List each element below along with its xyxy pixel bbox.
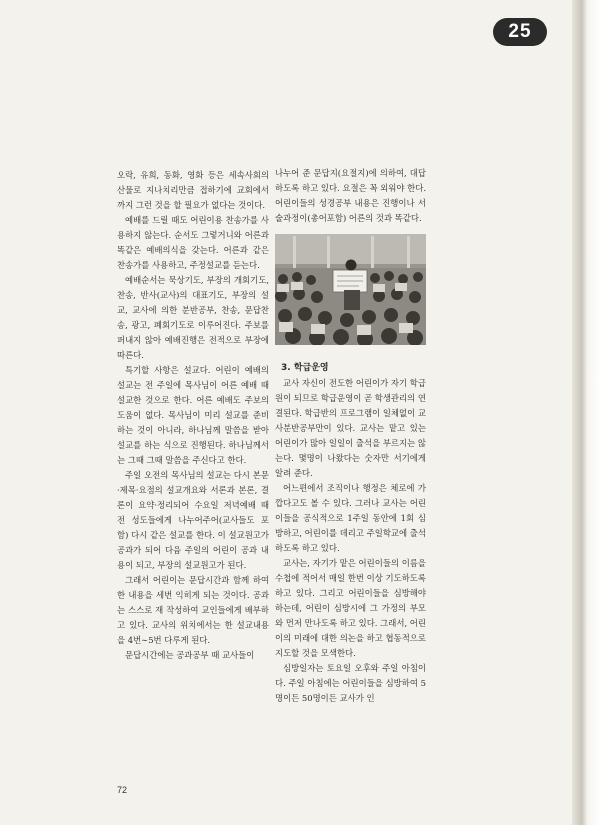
paragraph: 어느편에서 조직이나 행정은 체로에 가깝다고도 볼 수 있다. 그러나 교사는 어린이들을 공식적으로 1주일 동안에 1회 심방하고, 어린이를 데리고 주일학교에 출석하도록 하고 있다.	[275, 483, 426, 553]
paragraph: 특기할 사항은 설교다. 어린이 예배의 설교는 전 주일에 목사님이 어른 예배 때 설교한 것으로 한다. 어른 예배도 주보의 도움이 없다. 목사님이 미리 설교를 준비하는 것이 아니라, 하나님께 말씀을 받아 설교를 하는 식으로 진행된다. 하나님께서는 그때 그때 말씀을 주신다고 한다.	[117, 365, 269, 465]
paragraph: 예배순서는 묵상기도, 부장의 개회기도, 찬송, 반사(교사)의 대표기도, 부장의 설교, 교사에 의한 분반공부, 찬송, 문답찬송, 광고, 폐회기도로 이루어진다. 주보를 퍼내지 않아 예배진행은 전적으로 부장에 따른다.	[117, 275, 269, 360]
paragraph: 교사 자신이 전도한 어린이가 자기 학급원이 되므로 학급운영이 곧 학생관리의 연결된다. 학급반의 프로그램이 일체없이 교사분반공부만이 있다. 교사는 맡고 있는 어린이가 많아 일일이 출석을 부르지는 않는다. 몇명이 나왔다는 숫자만 서기에게 알려 준다.	[275, 378, 426, 478]
chapter-badge	[493, 18, 547, 46]
paragraph: 나누어 준 문답지(요절지)에 의하여, 대답하도록 하고 있다. 요절은 꼭 외워야 한다. 어린이들의 성경공부 내용은 진행이나 서술과정이(총어포함) 어른의 것과 똑같다.	[275, 168, 426, 223]
paragraph: 교사는, 자기가 맡은 어린이들의 이름을 수첩에 적어서 매일 한번 이상 기도하도록 하고 있다. 그리고 어린이들을 심방해야 하는데, 어린이 심방시에 그 가정의 부모와 먼저 만나도록 하고 있다. 그래서, 어린이의 미래에 대한 의논을 하고 협동적으로 지도할 것을 모색한다.	[275, 558, 426, 658]
left-text-column	[117, 168, 269, 663]
paragraph: 문답시간에는 공과공부 때 교사들이	[125, 650, 255, 660]
paragraph: 오락, 유희, 동화, 영화 등은 세속사회의 산물로 지나치리만큼 접하기에 교회에서까지 그런 것을 할 필요가 없다는 것이다.	[117, 170, 269, 210]
paragraph: 심방일자는 토요일 오후와 주일 아침이다. 주일 아침에는 어린이들을 심방하여 5명이든 50명이든 교사가 인	[275, 663, 426, 703]
page-number: 72	[117, 785, 128, 795]
section-heading: 3. 학급운영	[281, 363, 329, 373]
classroom-photo	[275, 234, 426, 345]
chapter-badge-number: 25	[508, 21, 532, 42]
paragraph: 예배를 드릴 때도 어린이용 찬송가를 사용하지 않는다. 순서도 그렇거니와 어른과 똑같은 예배의식을 갖는다. 어른과 같은 찬송가를 사용하고, 주정설교를 듣는다.	[117, 215, 269, 270]
book-spine-edge	[572, 0, 600, 825]
paragraph: 그래서 어린이는 문답시간과 함께 하여 한 내용을 세번 익히게 되는 것이다. 공과는 스스로 재 작성하여 교인들에게 배부하고 있다. 교사의 위치에서는 한 설교내용을 4번∼5번 다루게 된다.	[117, 575, 269, 645]
right-text-column	[275, 166, 426, 706]
paragraph: 주일 오전의 목사님의 설교는 다시 본문·제목·요점의 설교개요와 서론과 본론, 결론이 요약·정리되어 수요일 저녁예배 때 전 성도들에게 나누어주어(교사들도 포함) 다시 같은 설교를 한다. 이 설교원고가 공과가 되어 다음 주일의 어린이 공과 내용이 되고, 부장의 설교원고가 된다.	[117, 470, 269, 570]
